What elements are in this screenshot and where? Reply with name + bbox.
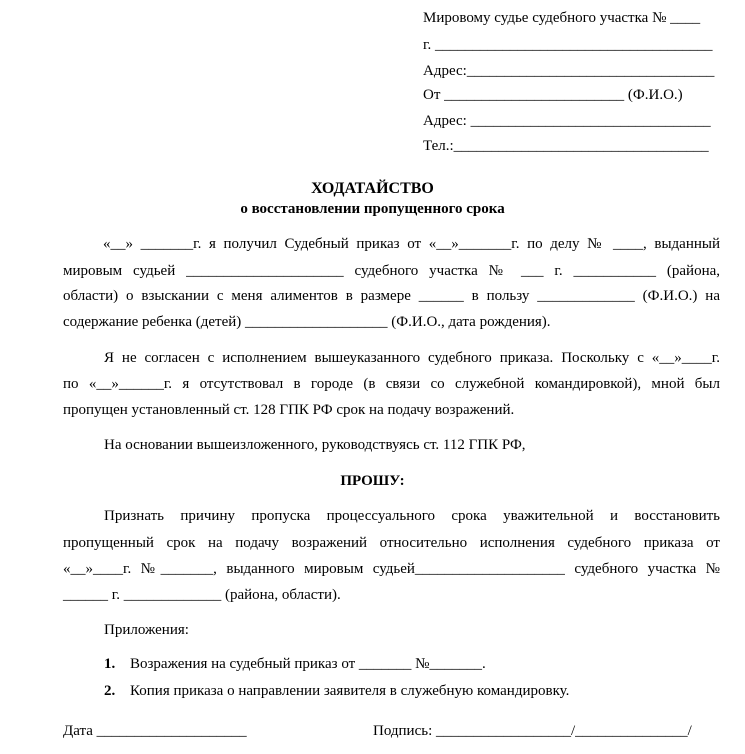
paragraph-line: по «__»______г. я отсутствовал в городе (в связи со служебной командировкой), мной был [63,376,720,392]
paragraph-line: Признать причину пропуска процессуального срока уважительной и восстановить [104,508,720,524]
header-judge-line: Мировому судье судебного участка № ____ [423,10,701,26]
header-address2-line: Адрес: ________________________________ [423,113,711,129]
document-subtitle: о восстановлении пропущенного срока [240,201,505,217]
attachment-text: Копия приказа о направлении заявителя в служебную командировку. [130,683,570,699]
paragraph-line: «__» _______г. я получил Судебный приказ от «__»_______г. по делу № ____, выданный [103,236,720,252]
attachments-label: Приложения: [104,622,189,638]
paragraph-line: содержание ребенка (детей) ___________________ (Ф.И.О., дата рождения). [63,314,551,330]
header-city-line: г. _____________________________________ [423,37,713,53]
attachment-number: 2. [104,683,116,699]
header-from-line: От ________________________ (Ф.И.О.) [423,87,683,103]
paragraph-line: ______ г. _____________ (района, области). [63,587,341,603]
attachment-item [104,656,486,673]
attachment-text: Возражения на судебный приказ от _______ №_______. [130,656,486,672]
request-heading: ПРОШУ: [340,473,405,489]
header-phone-line: Тел.:__________________________________ [423,138,709,154]
attachment-number: 1. [104,656,116,672]
header-address-line: Адрес:_________________________________ [423,63,715,79]
paragraph-line: области) о взыскании с меня алиментов в размере ______ в пользу _____________ (Ф.И.О.) на [63,288,720,304]
paragraph-line: пропущенный срок на подачу возражений относительно исполнения судебного приказа от [63,535,720,551]
paragraph-line: мировым судьей _____________________ судебного участка № ___ г. ___________ (района, [63,263,720,279]
attachment-item [104,683,569,700]
paragraph-line: «__»____г. №_______, выданного мировым судьей____________________ судебного участка № [63,561,720,577]
document-title: ХОДАТАЙСТВО [311,180,434,197]
paragraph-line: Я не согласен с исполнением вышеуказанного судебного приказа. Поскольку с «__»____г. [104,350,720,366]
signature-field: Подпись: __________________/_______________/ [373,723,692,739]
date-field: Дата ____________________ [63,723,247,739]
paragraph-legal-basis: На основании вышеизложенного, руководствуясь ст. 112 ГПК РФ, [104,437,526,453]
paragraph-line: пропущен установленный ст. 128 ГПК РФ срок на подачу возражений. [63,402,515,418]
